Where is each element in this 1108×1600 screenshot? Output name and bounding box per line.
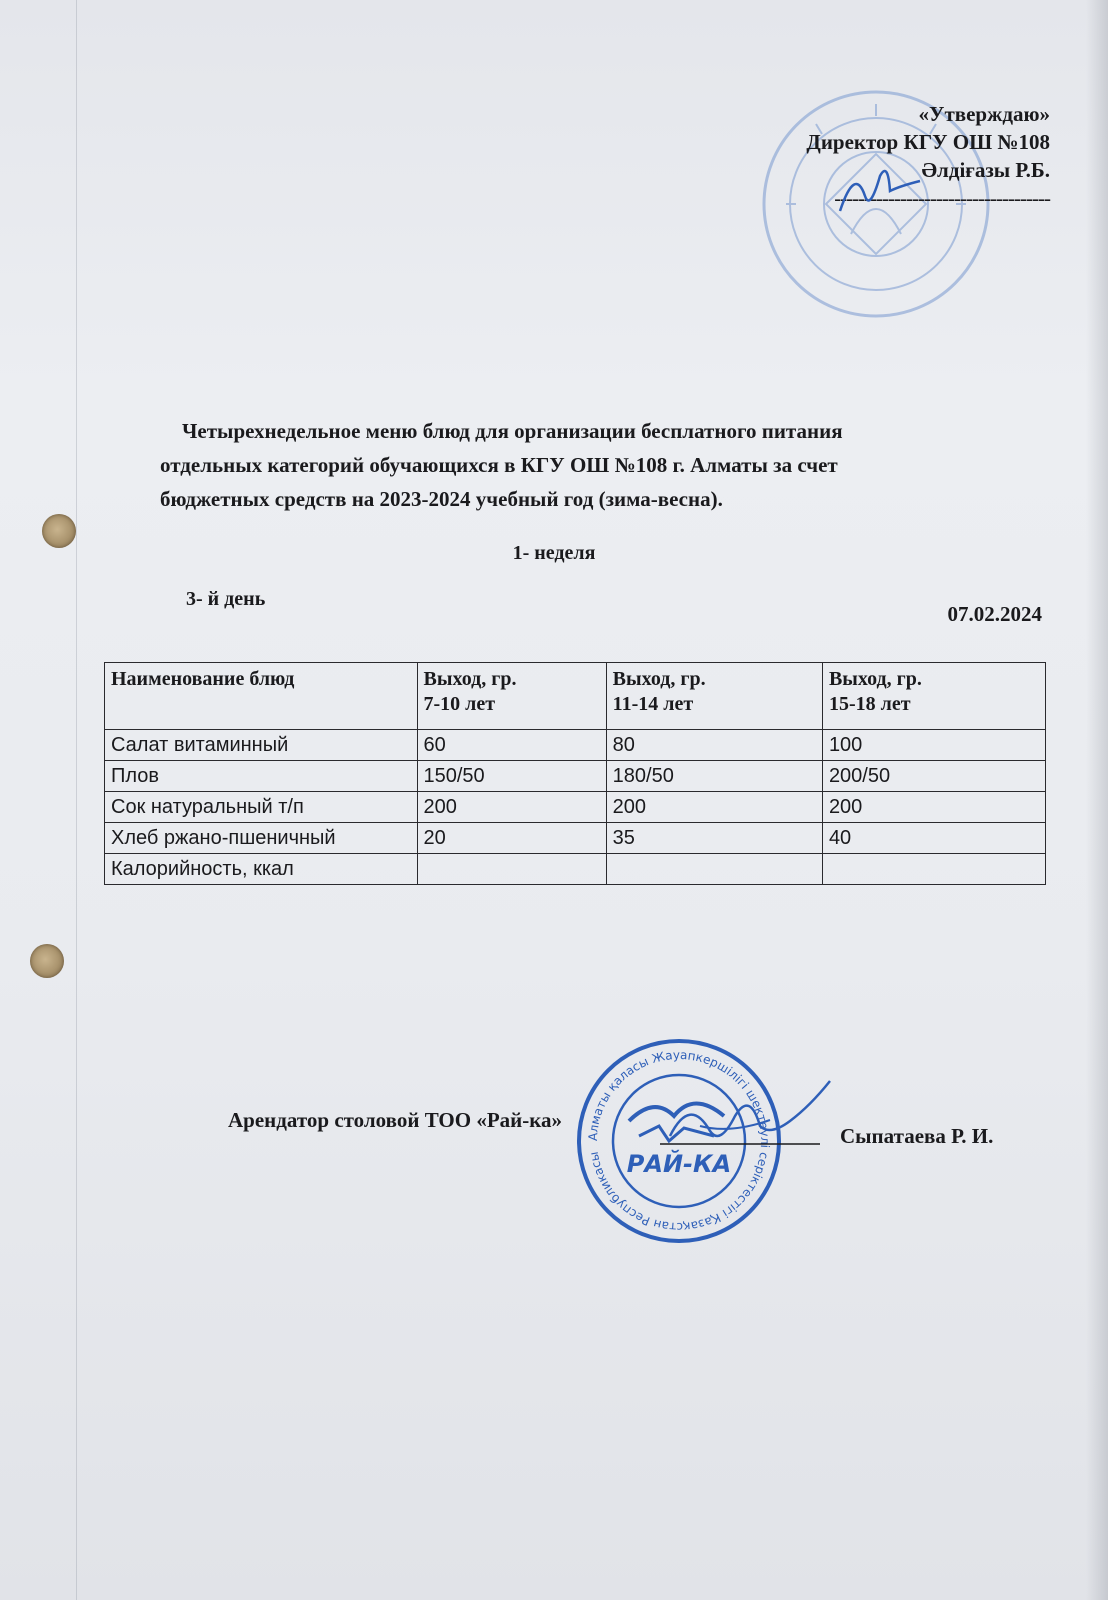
menu-table: [104, 662, 1046, 885]
header-yield-11-14: Выход, гр. 11-14 лет: [606, 663, 822, 730]
director-title: Директор КГУ ОШ №108: [806, 130, 1050, 154]
table-row: [105, 730, 1046, 761]
dish-name-cell: Калорийность, ккал: [105, 854, 418, 885]
yield-cell: 200: [822, 792, 1045, 823]
header-yield-7-10: Выход, гр. 7-10 лет: [417, 663, 606, 730]
dish-name-cell: Плов: [105, 761, 418, 792]
document-title: [160, 414, 1040, 516]
menu-date: 07.02.2024: [947, 602, 1042, 626]
yield-cell: 150/50: [417, 761, 606, 792]
yield-cell: 20: [417, 823, 606, 854]
table-header-row: [105, 663, 1046, 730]
seal-ring-text: Алматы қаласы Жауапкершілігі шектеулі серіктестігі Қазақстан Республикасы: [585, 1047, 773, 1235]
yield-cell: 200: [606, 792, 822, 823]
title-line-2: отдельных категорий обучающихся в КГУ ОШ №108 г. Алматы за счет: [160, 453, 838, 477]
yield-cell: 80: [606, 730, 822, 761]
yield-cell: [822, 854, 1045, 885]
fold-line: [76, 0, 77, 1600]
title-line-1: Четырехнедельное меню блюд для организации бесплатного питания: [182, 419, 843, 443]
seal-center-text: РАЙ-КА: [626, 1150, 732, 1178]
yield-cell: 180/50: [606, 761, 822, 792]
header-dish-name: Наименование блюд: [105, 663, 418, 730]
table-row: [105, 823, 1046, 854]
dish-name-cell: Салат витаминный: [105, 730, 418, 761]
table-row: [105, 854, 1046, 885]
director-signature-icon: [830, 156, 950, 216]
dish-name-cell: Сок натуральный т/п: [105, 792, 418, 823]
director-name: Әлдіғазы Р.Б.: [921, 158, 1050, 182]
yield-cell: 35: [606, 823, 822, 854]
title-line-3: бюджетных средств на 2023-2024 учебный год (зима-весна).: [160, 487, 723, 511]
dish-name-cell: Хлеб ржано-пшеничный: [105, 823, 418, 854]
yield-cell: 200/50: [822, 761, 1045, 792]
table-row: [105, 761, 1046, 792]
yield-cell: 60: [417, 730, 606, 761]
tenant-label: Арендатор столовой ТОО «Рай-ка»: [228, 1108, 563, 1132]
yield-cell: [417, 854, 606, 885]
yield-cell: 100: [822, 730, 1045, 761]
yield-cell: 200: [417, 792, 606, 823]
paper-edge-shadow: [1086, 0, 1108, 1600]
punch-hole-icon: [30, 944, 64, 978]
signature-line: ------------------------------------: [834, 186, 1050, 210]
day-label: 3- й день: [186, 588, 266, 610]
header-yield-15-18: Выход, гр. 15-18 лет: [822, 663, 1045, 730]
table-row: [105, 792, 1046, 823]
tenant-name: Сыпатаева Р. И.: [840, 1124, 994, 1148]
tenant-signature-icon: [640, 1076, 840, 1166]
yield-cell: 40: [822, 823, 1045, 854]
week-label: 1- неделя: [512, 542, 596, 564]
yield-cell: [606, 854, 822, 885]
approve-label: «Утверждаю»: [918, 102, 1050, 126]
